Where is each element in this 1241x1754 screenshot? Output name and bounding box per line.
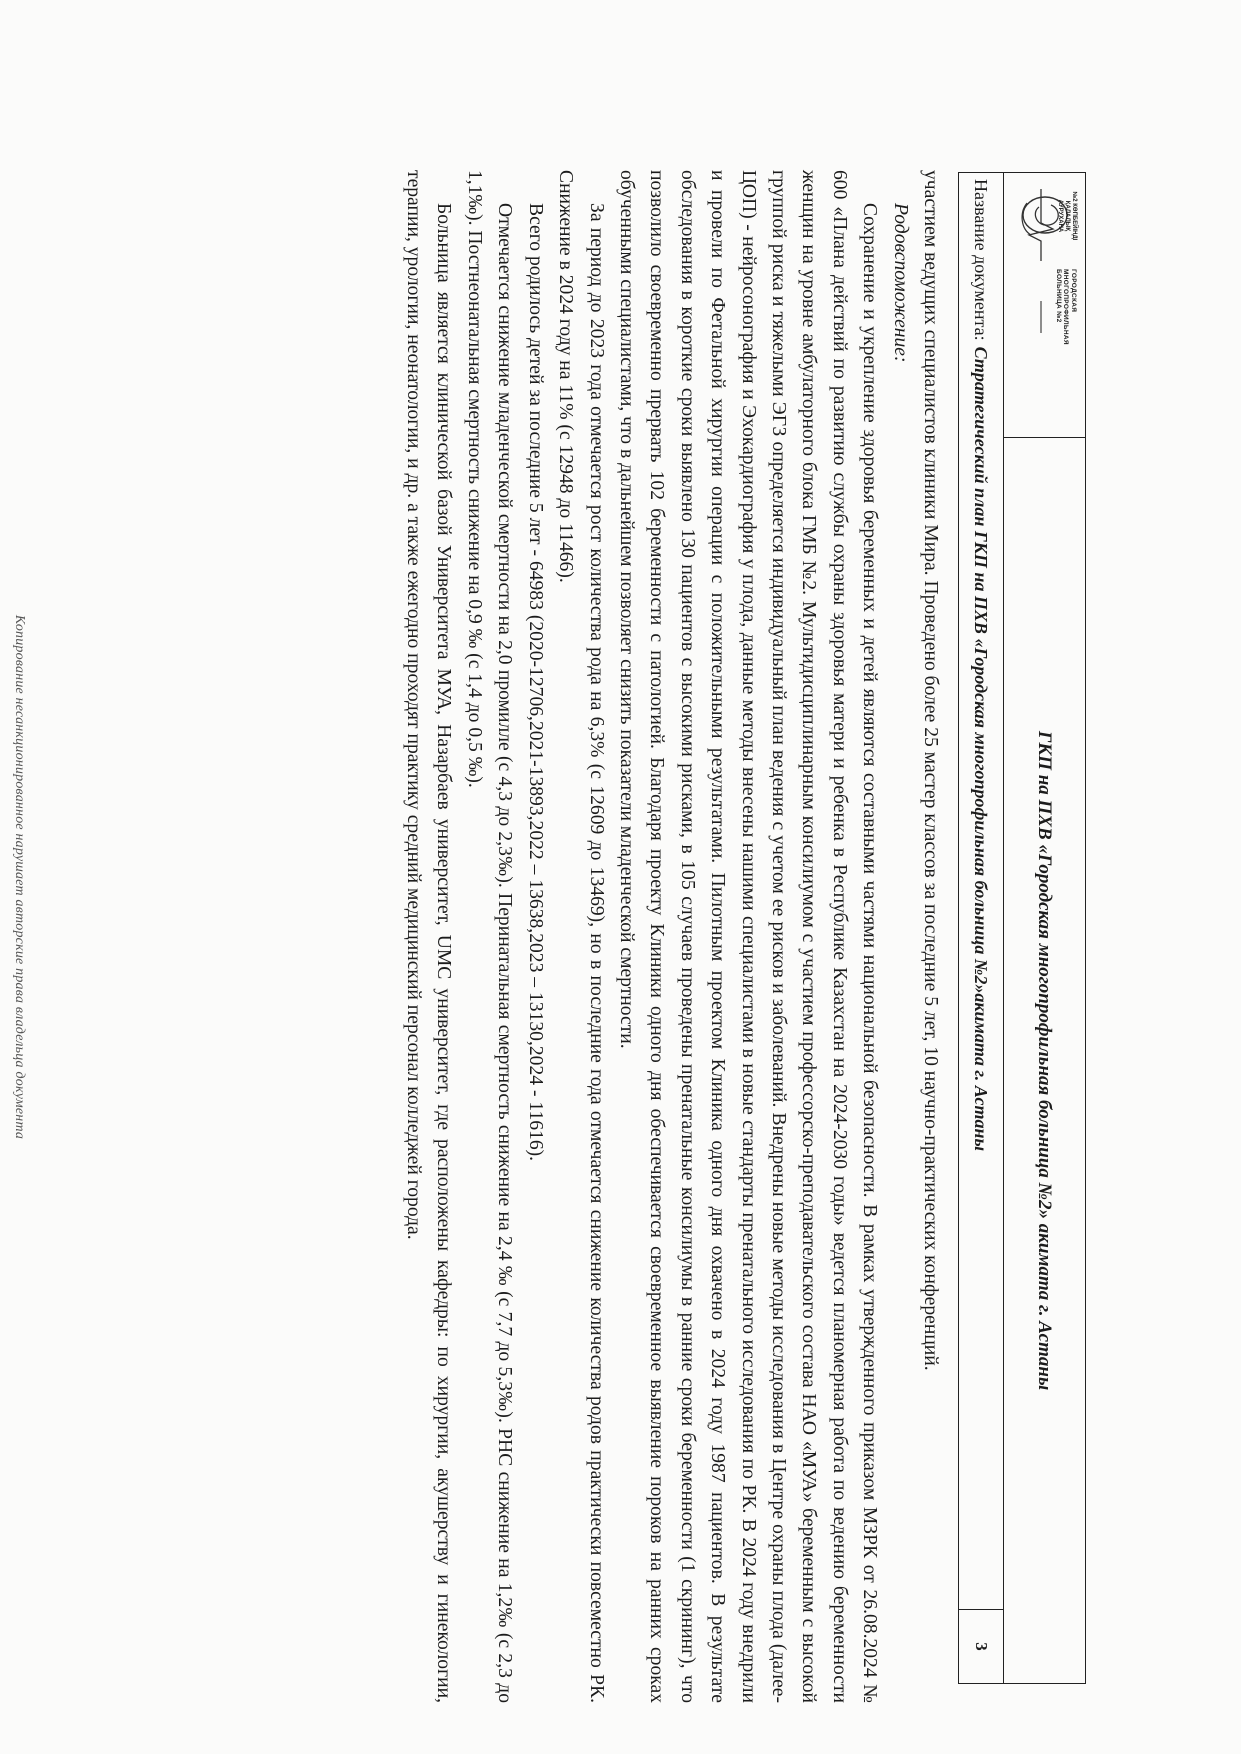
- organization-title: ГКП на ПХВ «Городская многопрофильная больница №2» акимата г. Астаны: [1003, 438, 1085, 1683]
- logo-cell: [1003, 173, 1085, 438]
- document-name-label: Название документа:: [971, 179, 992, 341]
- paragraph-clinical-base: Больница является клинической базой Университета МУА, Назарбаев университет, UMC университет, где расположены кафедры: по хирургии, акушерству и гинекологии, терапии, урологии, неонатологии, и др. а также ежегодно проходят практику средний медицинский персонал колледжей города.: [403, 170, 455, 1703]
- page-number: 3: [972, 1642, 991, 1651]
- paragraph-maternal-health: Сохранение и укрепление здоровья беременных и детей являются составными частями национальной безопасности. В рамках утвержденного приказом МЗРК от 26.08.2024 № 600 «Плана действий по развитию службы охраны здоровья матери и ребенка в Республике Казахстан на 2024-2030 годы» ведется планомерная работа по ведению беременности женщин на уровне амбулаторного блока ГМБ №2. Мультидисциплинарным консилиумом с участием профессорско-преподавательского состава НАО «МУА» беременным с высокой группой риска и тяжелыми ЭГЗ определяется индивидуальный план ведения с учетом ее рисков и заболеваний. Внедрены новые методы исследования в Центре охраны плода (далее-ЦОП) - нейросонография и Эхокардиография у плода, данные методы внесены нашими специалистами в новые стандарты пренатального исследования по РК. В 2024 году внедрили и провели по Фетальной хирургии операции с положительными результатами. Пилотным проектом Клиника одного дня охвачено в 2024 году 1987 пациентов. В результате обследования в короткие сроки выявлено 130 пациентов с высокими рисками, в 105 случаев проведены пренатальные консилиумы в ранние сроки беременности (1 скрининг), что позволило своевременно прервать 102 беременности с патологией. Благодаря проекту Клиники одного дня обеспечивается своевременное выявление пороков на ранних сроках обученными специалистами, что в дальнейшем позволяет снизить показатели младенческой смертности.: [615, 170, 881, 1703]
- logo-caption-ru: ГОРОДСКАЯ МНОГОПРОФИЛЬНАЯ БОЛЬНИЦА №2: [1055, 269, 1077, 345]
- document-body: [398, 170, 945, 1703]
- document-name-value: Стратегический план ГКП на ПХВ «Городская многопрофильная больница №2»акимата г. Астаны: [971, 346, 992, 1151]
- paragraph-birth-trend: За период до 2023 года отмечается рост количества рода на 6,3% (с 12609 до 13469), но в последние года отмечается снижение количества родов практически повсеместно РК. Снижение в 2024 году на 11% (с 12948 до 11466).: [555, 170, 607, 1703]
- copyright-footer: Копирование несанкционированное нарушает авторские права владельца документа: [12, 614, 27, 1140]
- paragraph-births-total: Всего родилось детей за последние 5 лет - 64983 (2020-12706,2021-13893,2022 – 13638,2023 – 13130,2024 - 11616).: [524, 203, 546, 1162]
- logo-caption-kz: №2 КӨПБЕЙІНДІ ҚАЛАЛЫҚ АУРУХАНА: [1057, 191, 1077, 241]
- section-heading-obstetrics: Родовспоможение:: [889, 203, 911, 363]
- document-name-row: [959, 173, 1003, 1610]
- paragraph-mortality: Отмечается снижение младенческой смертности на 2,0 промилле (с 4,3 до 2,3‰). Перинатальная смертность снижение на 2,4 ‰ (с 7,7 до 5,3‰). РНС снижение на 1,2‰ (с 2,3 до 1,1‰). Постнеонатальная смертность снижение на 0,9 ‰ (с 1,4 до 0,5 ‰).: [463, 170, 516, 1703]
- document-header: [958, 172, 1086, 1684]
- paragraph-continuation: участием ведущих специалистов клиники Мира. Проведено более 25 мастер классов за последние 5 лет, 10 научно-практических конференций.: [920, 170, 941, 1371]
